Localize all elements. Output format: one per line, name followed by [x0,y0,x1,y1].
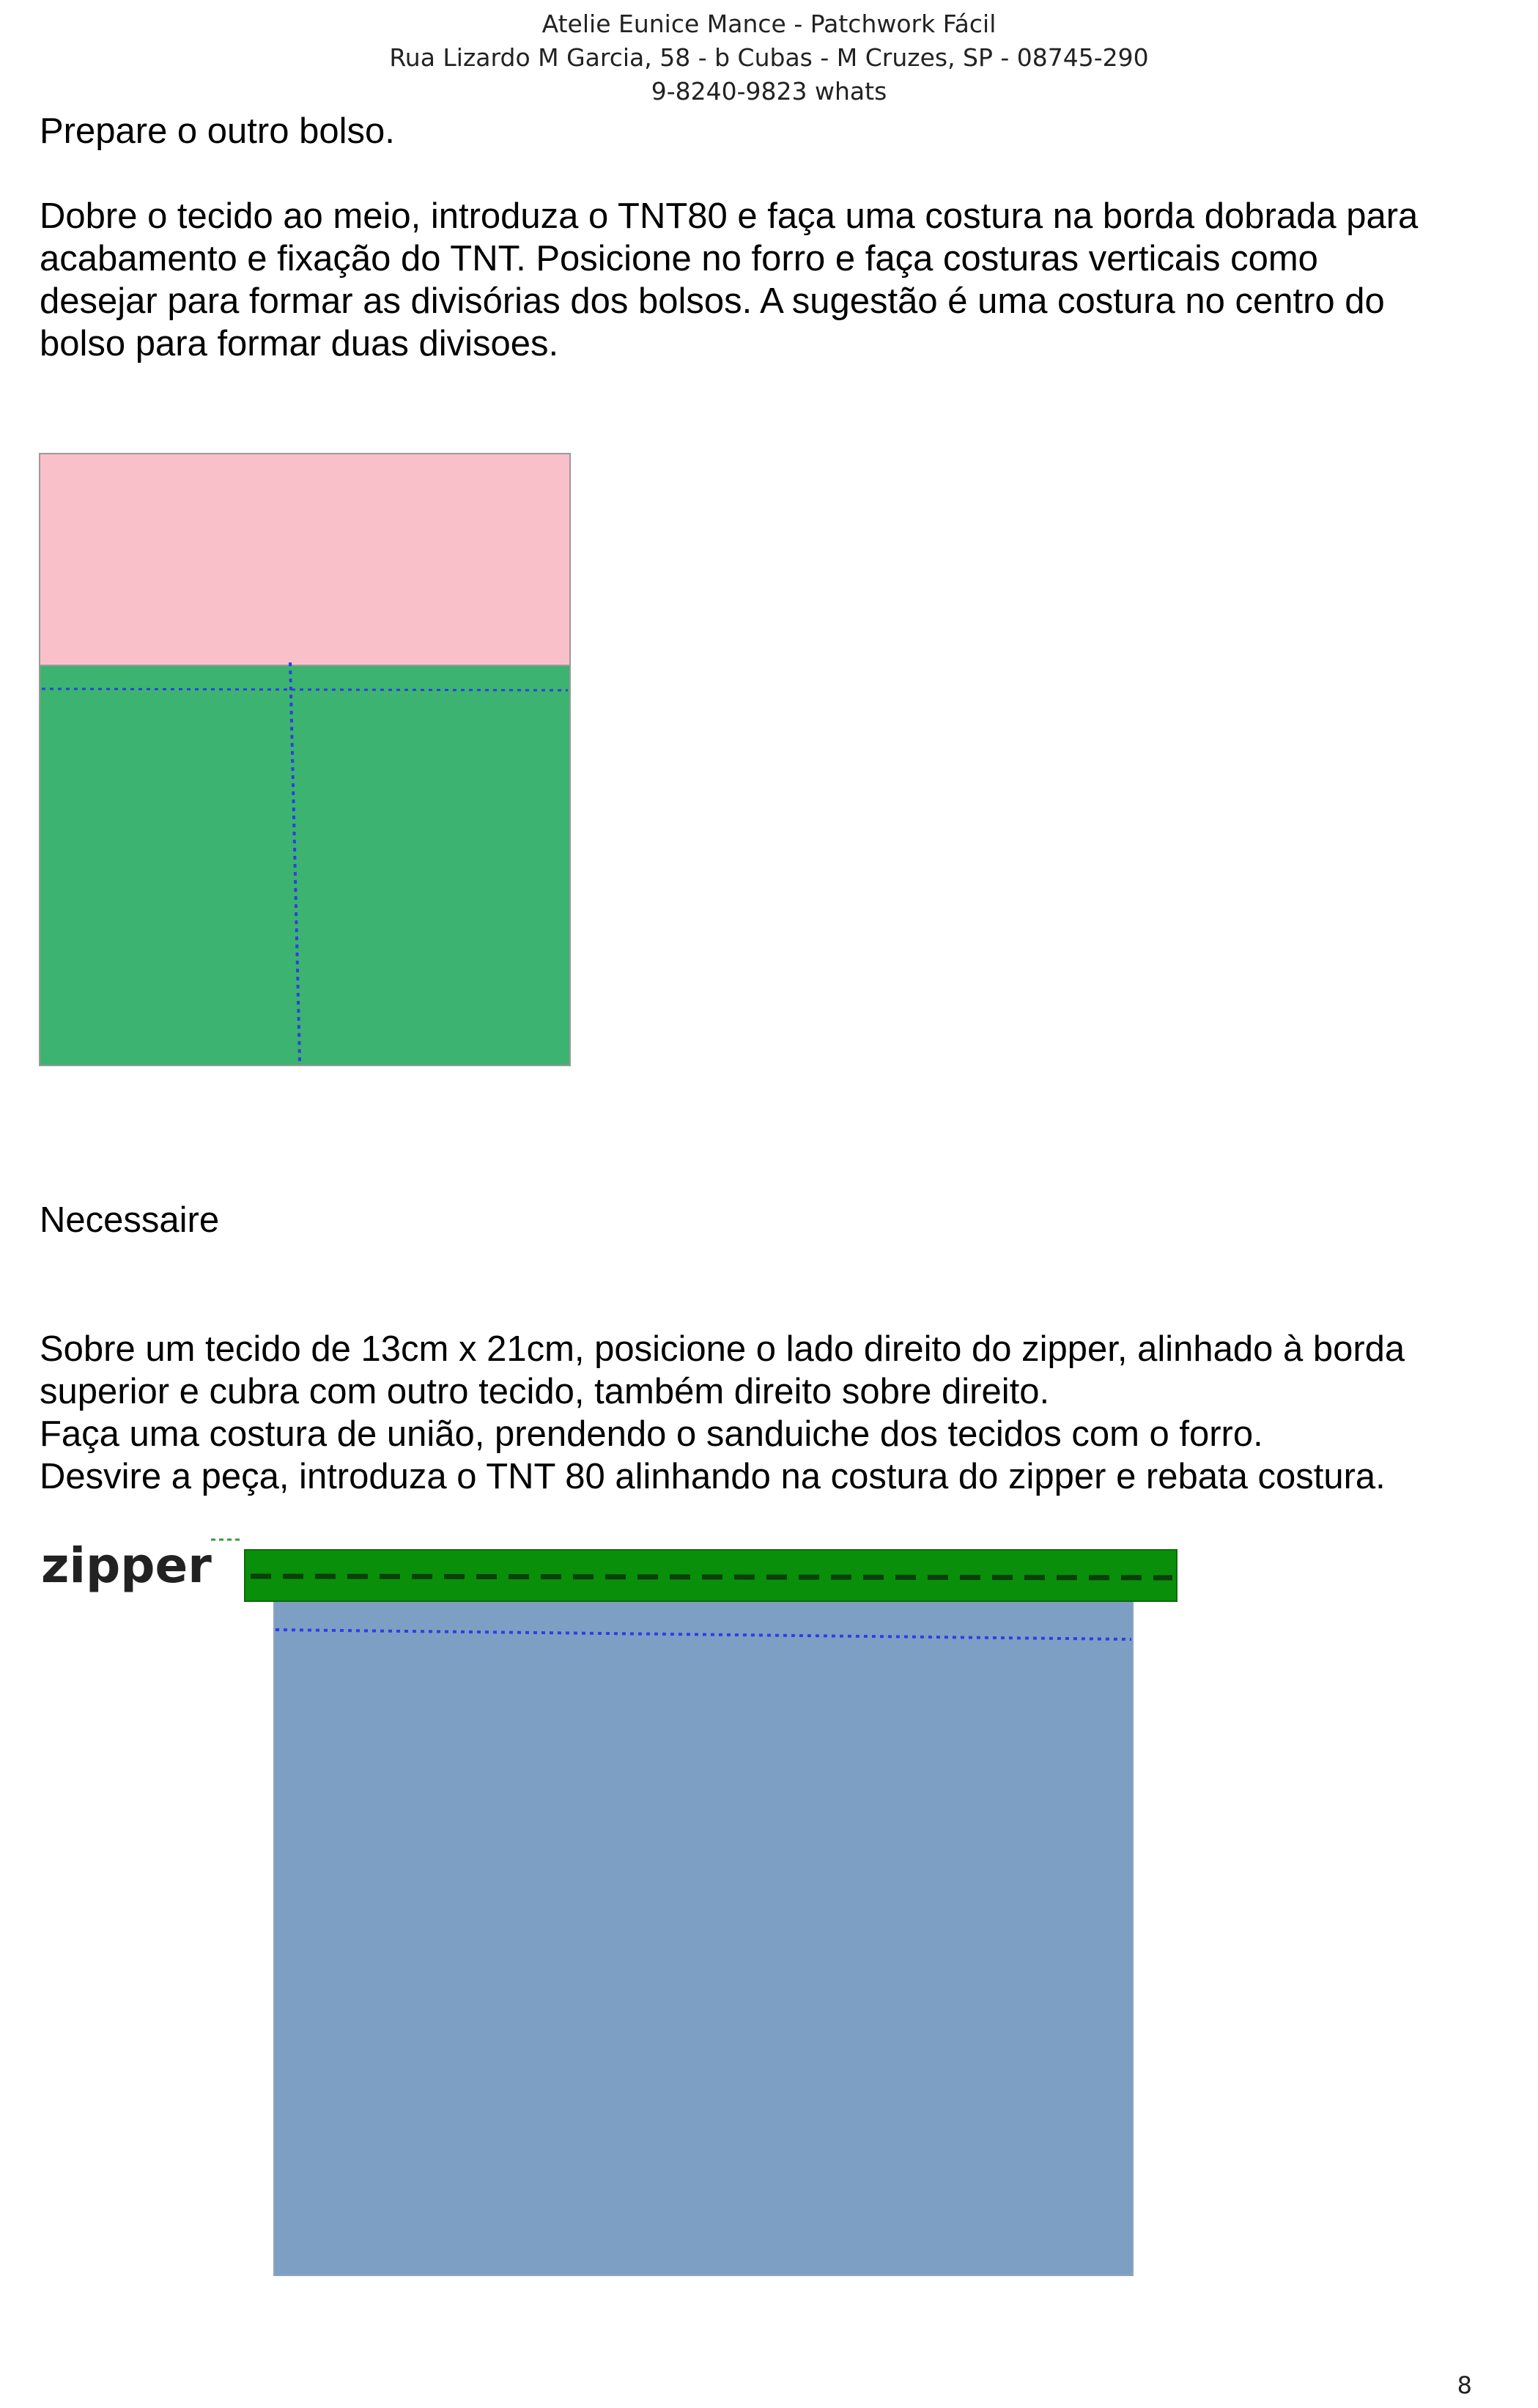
page-header [0,7,1538,108]
pocket-diagram [39,453,572,1068]
section1-intro: Prepare o outro bolso. [40,111,395,151]
zipper-teeth [251,1576,1172,1578]
page-number: 8 [1457,2371,1472,2399]
header-address: Rua Lizardo M Garcia, 58 - b Cubas - M Cruzes, SP - 08745-290 [389,43,1149,72]
instruction-line: Sobre um tecido de 13cm x 21cm, posicione o lado direito do zipper, alinhado à borda [40,1329,1405,1369]
lining-fabric [40,454,570,668]
section2-title: Necessaire [40,1200,220,1240]
instruction-line: bolso para formar duas divisoes. [40,324,559,363]
instruction-line: superior e cubra com outro tecido, também direito sobre direito. [40,1372,1050,1411]
necessaire-diagram [37,1535,1180,2290]
instruction-line: desejar para formar as divisórias dos bolsos. A sugestão é uma costura no centro do [40,281,1385,321]
instruction-line: Desvire a peça, introduza o TNT 80 alinhando na costura do zipper e rebata costura. [40,1457,1386,1496]
instruction-line: Faça uma costura de união, prendendo o sanduiche dos tecidos com o forro. [40,1414,1263,1454]
section1-instructions [40,195,1505,365]
header-business-name: Atelie Eunice Mance - Patchwork Fácil [541,10,997,38]
fabric-panel [274,1588,1133,2275]
instruction-line: Dobre o tecido ao meio, introduza o TNT80 e faça uma costura na borda dobrada para [40,196,1419,236]
pocket-fabric [40,665,570,1065]
header-phone: 9-8240-9823 whats [651,77,887,106]
instruction-line: acabamento e fixação do TNT. Posicione no forro e faça costuras verticais como [40,239,1318,278]
section2-instructions [40,1328,1505,1498]
zipper-label: zipper [41,1537,212,1594]
